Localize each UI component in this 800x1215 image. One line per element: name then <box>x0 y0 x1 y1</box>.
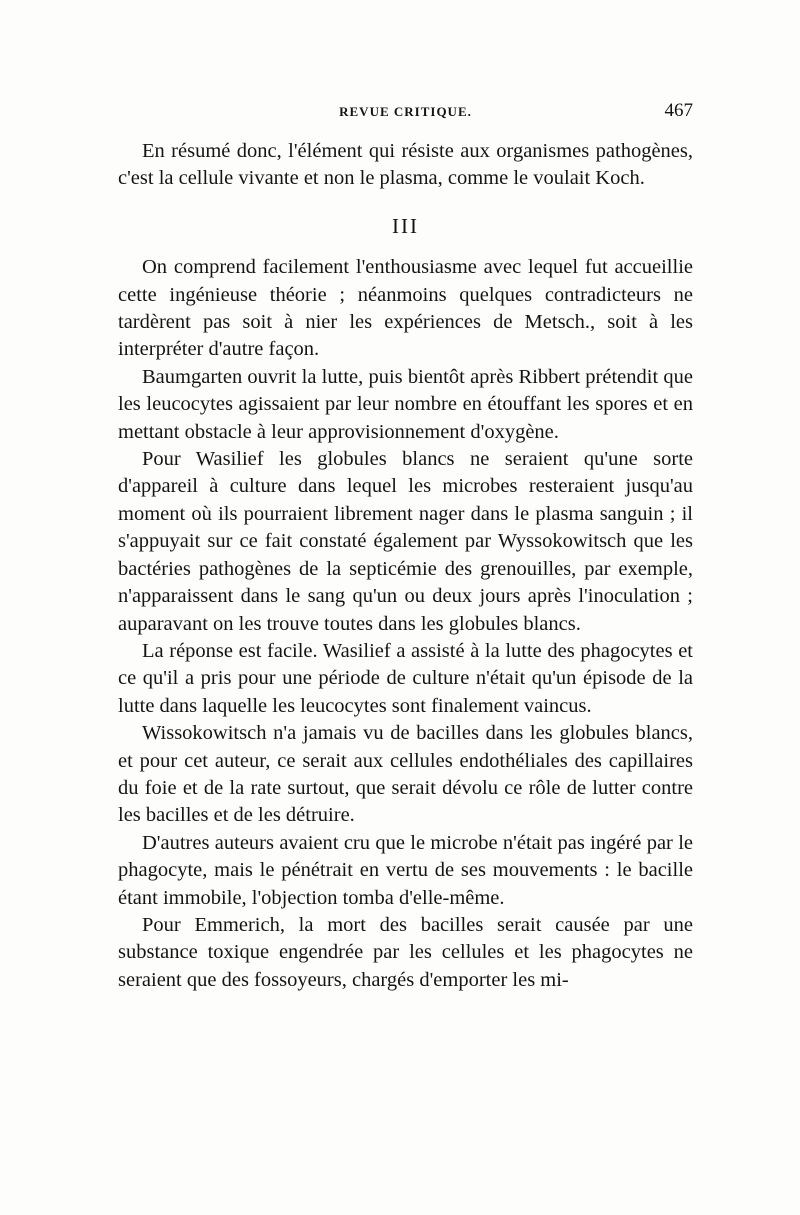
paragraph-wasilief: Pour Wasilief les globules blancs ne seraient qu'une sorte d'appareil à culture dans lequel les microbes resteraient jusqu'au moment où ils pourraient librement nager dans le plasma sanguin ; il s'appuyait sur ce fait constaté également par Wyssokowitsch que les bactéries pathogènes de la septicémie des grenouilles, par exemple, n'apparaissent dans le sang qu'un ou deux jours après l'inoculation ; auparavant on les trouve toutes dans les globules blancs. <box>118 448 693 635</box>
paragraph-response: La réponse est facile. Wasilief a assisté à la lutte des phagocytes et ce qu'il a pris pour une période de culture n'était qu'un épisode de la lutte dans laquelle les leucocytes sont finalement vaincus. <box>118 639 693 717</box>
paragraph-emmerich: Pour Emmerich, la mort des bacilles serait causée par une substance toxique engendrée par les cellules et les phagocytes ne seraient que des fossoyeurs, chargés d'emporter les mi- <box>118 913 693 991</box>
running-title: REVUE CRITIQUE. <box>339 104 472 119</box>
paragraph-other-authors: D'autres auteurs avaient cru que le microbe n'était pas ingéré par le phagocyte, mais le pénétrait en vertu de ses mouvements : le bacille étant immobile, l'objection tomba d'elle-même. <box>118 831 693 909</box>
section-heading: III <box>392 213 419 238</box>
running-header <box>118 100 693 130</box>
paragraph-enthusiasm: On comprend facilement l'enthousiasme avec lequel fut accueillie cette ingénieuse théorie ; néanmoins quelques contradicteurs ne tardèrent pas soit à nier les expériences de Metsch., soit à les interpréter d'autre façon. <box>118 256 693 361</box>
paragraph-baumgarten: Baumgarten ouvrit la lutte, puis bientôt après Ribbert prétendit que les leucocytes agissaient par leur nombre en étouffant les spores et en mettant obstacle à leur approvisionnement d'oxygène. <box>118 365 693 443</box>
paragraph-conclusion: En résumé donc, l'élément qui résiste aux organismes pathogènes, c'est la cellule vivante et non le plasma, comme le voulait Koch. <box>118 140 693 190</box>
paragraph-wissokowitsch: Wissokowitsch n'a jamais vu de bacilles dans les globules blancs, et pour cet auteur, ce serait aux cellules endothéliales des capillaires du foie et de la rate surtout, que serait dévolu ce rôle de lutter contre les bacilles et de les détruire. <box>118 722 693 827</box>
page-number: 467 <box>664 100 693 121</box>
page-body <box>118 138 693 994</box>
